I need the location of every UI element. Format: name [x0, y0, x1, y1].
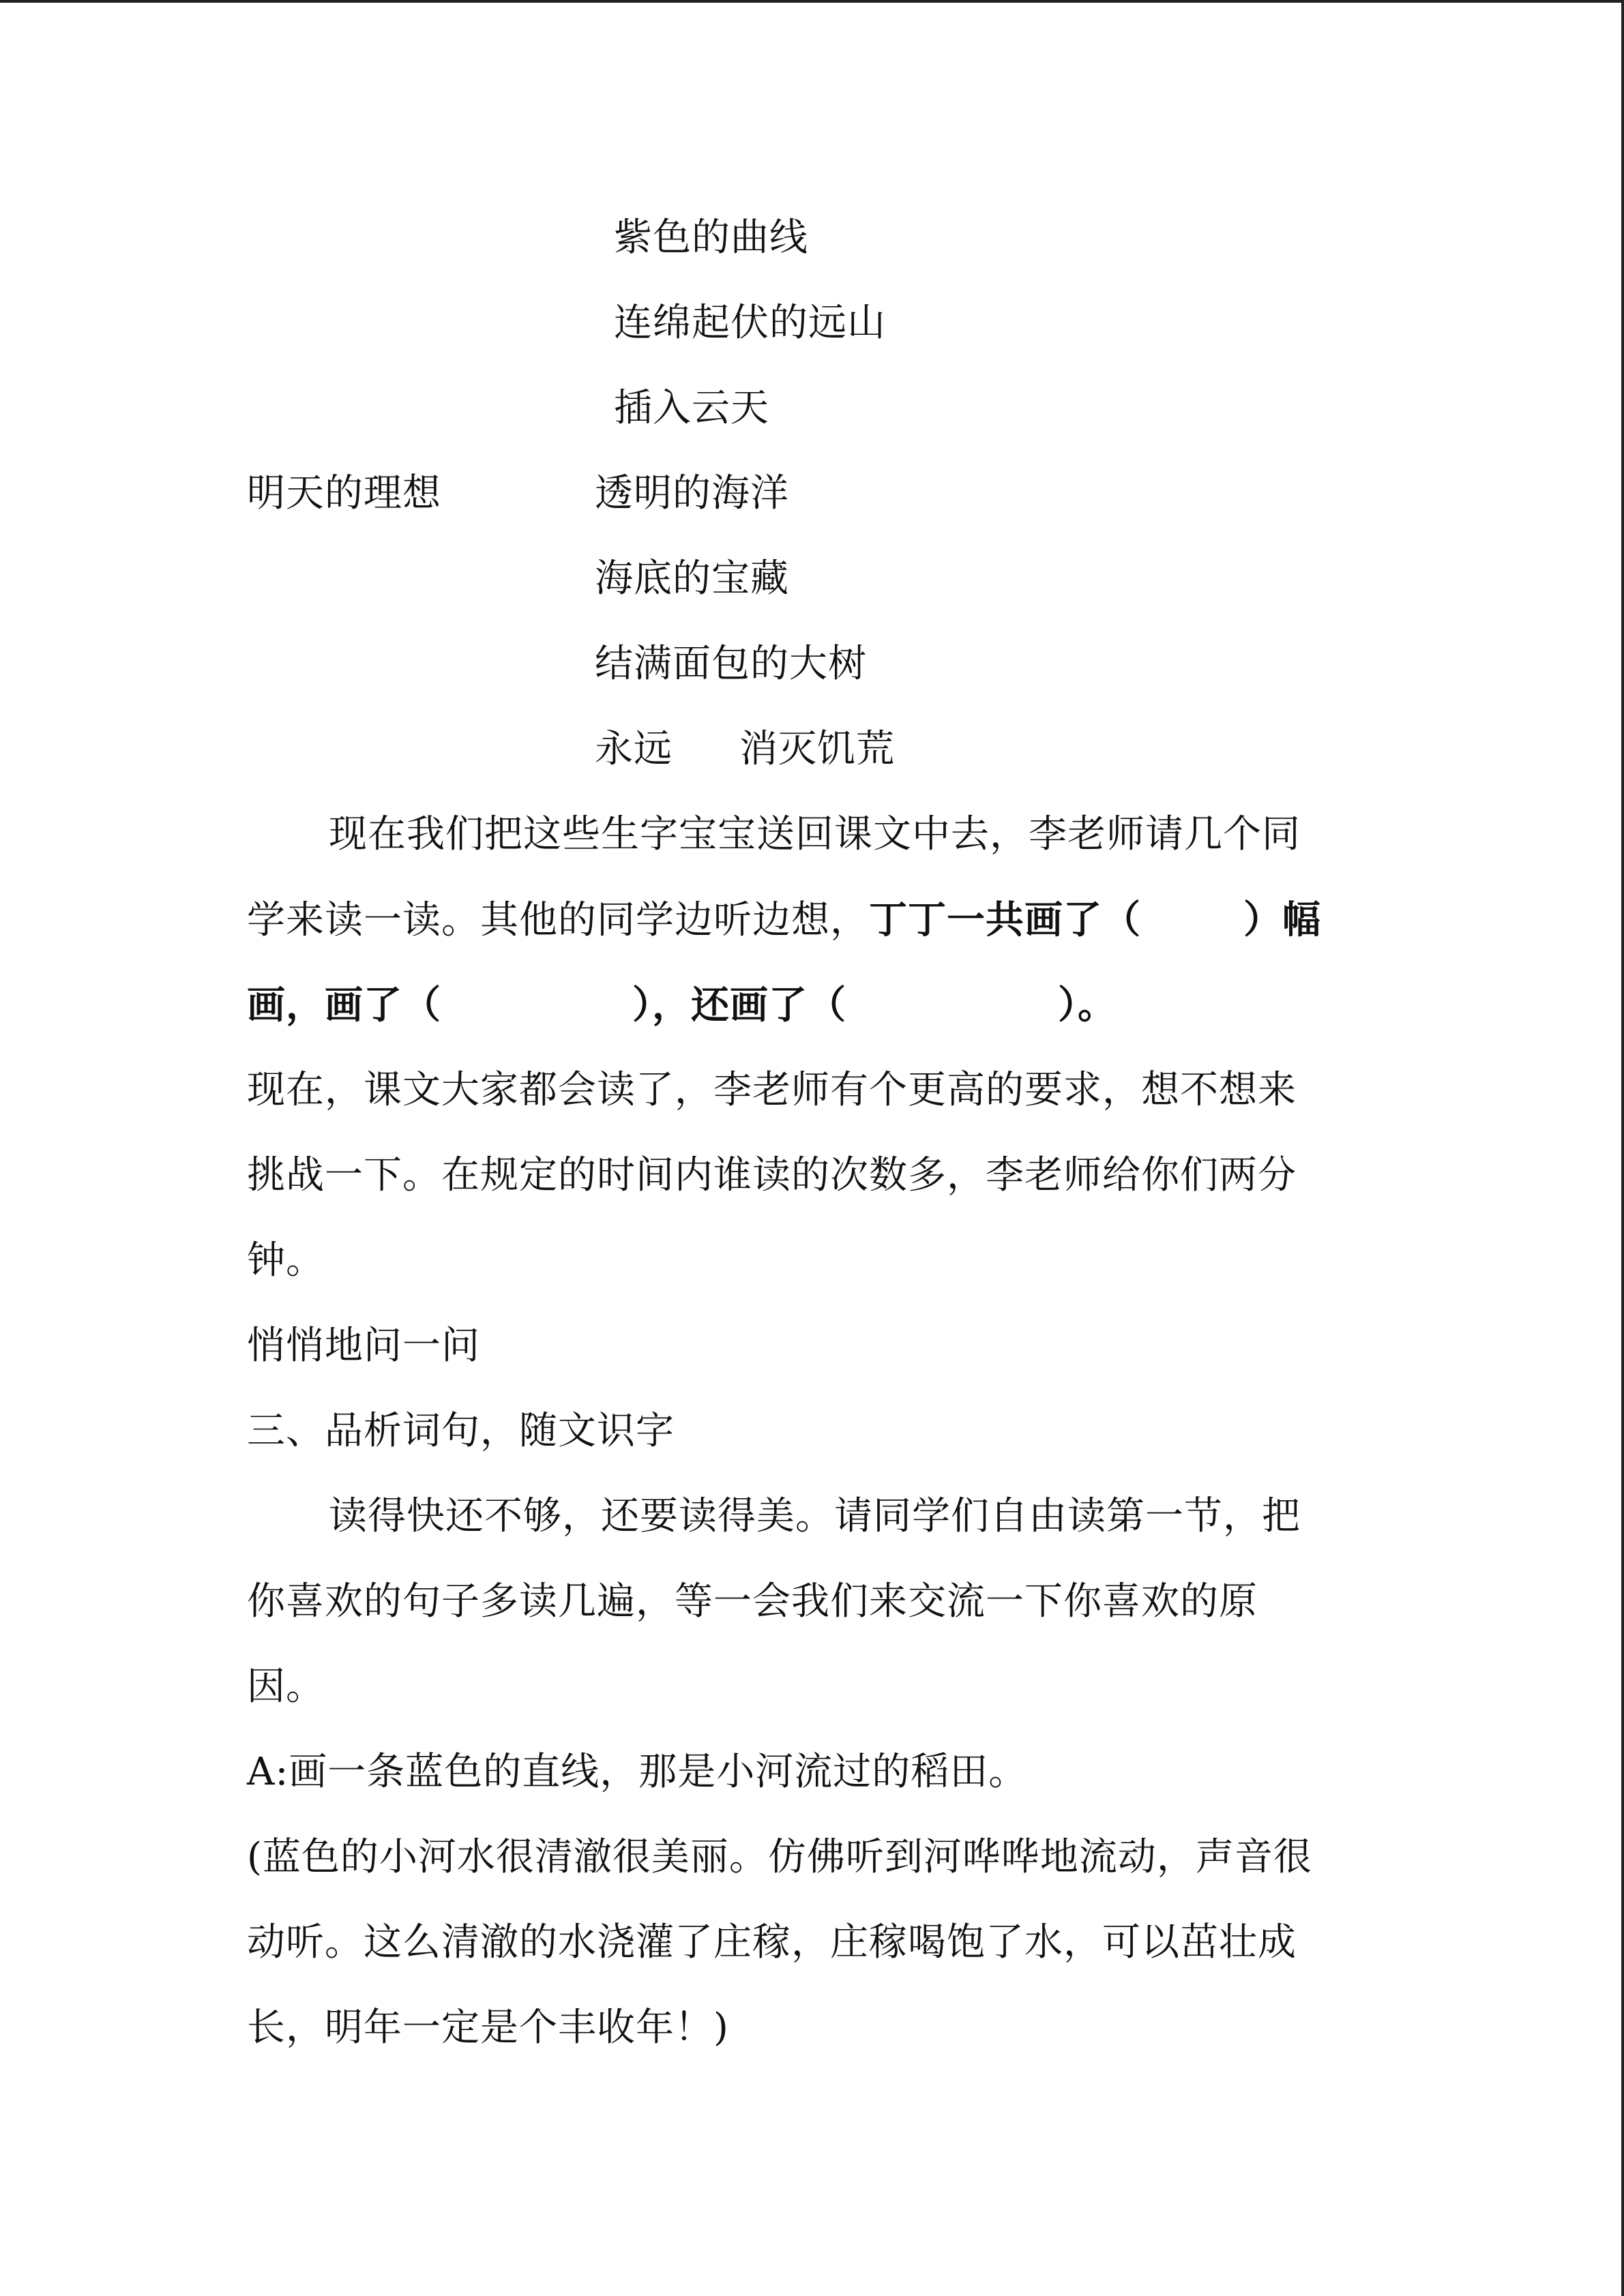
- paragraph3-line2: 你喜欢的句子多读几遍，等一会我们来交流一下你喜欢的原: [247, 1579, 1258, 1624]
- paragraph3-line3: 因。: [247, 1665, 325, 1709]
- paragraph2-line2: 挑战一下。在规定的时间内谁读的次数多，李老师给你们两分: [247, 1153, 1297, 1197]
- paragraph1-line3-c: ）。: [1058, 983, 1117, 1028]
- poem-treasure: 海底的宝藏: [595, 556, 789, 601]
- poem-eliminate-famine: 消灭饥荒: [739, 727, 895, 771]
- quiet-ask-line: 悄悄地问一问: [247, 1324, 480, 1368]
- paragraph2-line1: 现在，课文大家都会读了，李老师有个更高的要求，想不想来: [247, 1068, 1297, 1112]
- explanation-line2: 动听。这么清澈的水浇灌了庄稼，庄稼喝饱了水，可以茁壮成: [247, 1920, 1297, 1965]
- paragraph3-line1: 读得快还不够，还要读得美。请同学们自由读第一节，把: [329, 1494, 1301, 1538]
- poem-ocean: 透明的海洋: [595, 471, 789, 516]
- paragraph1-line2: [247, 895, 1321, 945]
- paragraph1-line3-b: ），还画了（: [632, 983, 846, 1028]
- page-border-right: [1621, 0, 1624, 2296]
- paragraph2-line3: 钟。: [247, 1238, 325, 1283]
- paragraph1-line2-bold-b: ）幅: [1243, 897, 1321, 942]
- poem-bread-tree: 结满面包的大树: [595, 642, 867, 686]
- poem-purple-line: 紫色的曲线: [614, 215, 808, 260]
- section3-heading: 三、品析词句，随文识字: [247, 1409, 675, 1453]
- paragraph1-line1: 现在我们把这些生字宝宝送回课文中去，李老师请几个同: [329, 812, 1301, 856]
- sentence-a: A:画一条蓝色的直线，那是小河流过的稻田。: [247, 1750, 1028, 1794]
- paragraph1-line3-a: 画，画了（: [247, 983, 441, 1028]
- poem-into-sky: 插入云天: [614, 386, 769, 430]
- poem-tomorrow-label: 明天的理想: [247, 471, 441, 516]
- paragraph1-line2-bold-a: 丁丁一共画了（: [869, 897, 1141, 942]
- explanation-line3: 长，明年一定是个丰收年！): [247, 2006, 729, 2050]
- page-border-top: [0, 0, 1624, 3]
- paragraph1-line2-normal: 学来读一读。其他的同学边听边想，: [247, 898, 869, 942]
- explanation-line1: (蓝色的小河水很清澈很美丽。仿佛听到河哗哗地流动，声音很: [247, 1835, 1312, 1879]
- poem-mountains: 连绵起伏的远山: [614, 301, 886, 345]
- paragraph1-line3: [247, 981, 1117, 1030]
- poem-forever: 永远: [595, 727, 673, 771]
